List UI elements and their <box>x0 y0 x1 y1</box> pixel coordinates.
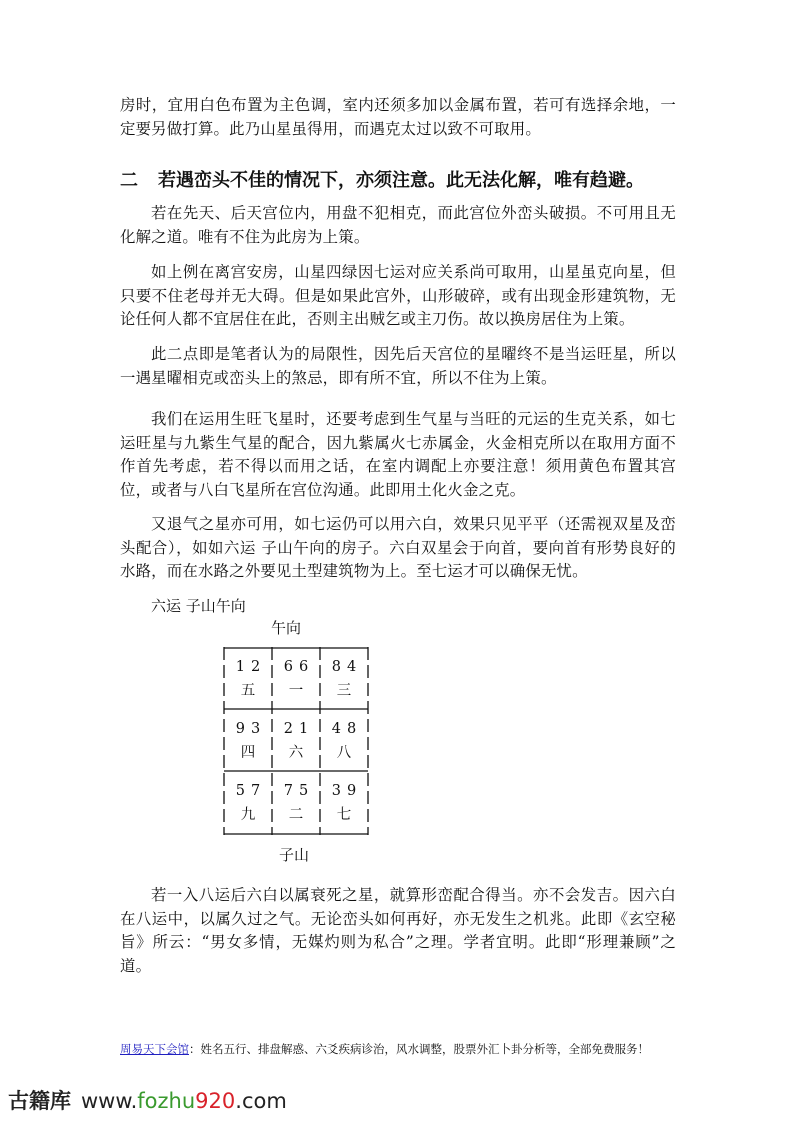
cell-palace: 八 <box>336 745 352 761</box>
grid-cell-south <box>272 655 320 703</box>
cell-palace: 四 <box>240 745 256 761</box>
cell-palace: 九 <box>240 807 256 823</box>
chart-caption: 六运 子山午向 <box>151 597 246 615</box>
section-heading-text: 若遇峦头不佳的情况下，亦须注意。此无法化解，唯有趋避。 <box>158 170 644 191</box>
grid-cell-east <box>224 717 272 765</box>
cell-palace: 六 <box>288 745 304 761</box>
watermark-url-green: fozhu <box>137 1089 196 1113</box>
watermark-url-red: 920 <box>195 1089 236 1113</box>
cell-palace: 七 <box>336 807 352 823</box>
grid-cell-southwest <box>320 655 368 703</box>
cell-palace: 一 <box>288 683 304 699</box>
footer-link[interactable]: 周易天下会馆 <box>120 1042 189 1056</box>
watermark-url-prefix: www. <box>81 1089 138 1113</box>
grid-cell-center <box>272 717 320 765</box>
grid-cell-north <box>272 779 320 827</box>
grid-cell-west <box>320 717 368 765</box>
paragraph: 又退气之星亦可用，如七运仍可以用六白，效果只见平平（还需视双星及峦头配合），如如六运 子山午向的房子。六白双星会于向首，要向首有形势良好的水路，而在水路之外要见土型建筑物为上。至七运才可以确保无忧。 <box>120 515 676 580</box>
paragraph: 如上例在离宫安房，山星四绿因七运对应关系尚可取用，山星虽克向星，但只要不住老母并无大碍。但是如果此宫外，山形破碎，或有出现金形建筑物，无论任何人都不宜居住在此，否则主出贼乞或主刀伤。故以换房居住为上策。 <box>120 263 676 328</box>
cell-stars: 12 <box>235 659 267 675</box>
paragraph: 若一入八运后六白以属衰死之星，就算形峦配合得当。亦不会发吉。因六白在八运中，以属久过之气。无论峦头如何再好，亦无发生之机兆。此即《玄空秘旨》所云：“男女多情，无媒灼则为私合”之理。学者宜明。此即“形理兼顾”之道。 <box>120 886 676 975</box>
paragraph: 若在先天、后天宫位内，用盘不犯相克，而此宫位外峦头破损。不可用且无化解之道。唯有不住为此房为上策。 <box>120 204 676 246</box>
chart-bottom-label: 子山 <box>279 846 310 864</box>
watermark-url-suffix: .com <box>235 1089 287 1113</box>
cell-stars: 39 <box>331 783 363 799</box>
cell-palace: 三 <box>336 683 352 699</box>
cell-stars: 48 <box>331 721 363 737</box>
section-number: 二 <box>120 170 138 191</box>
flying-star-grid <box>223 647 369 835</box>
cell-stars: 75 <box>283 783 315 799</box>
paragraph-continuation: 房时，宜用白色布置为主色调，室内还须多加以金属布置，若可有选择余地，一定要另做打算。此乃山星虽得用，而遇克太过以致不可取用。 <box>120 96 676 138</box>
watermark <box>8 1088 287 1114</box>
cell-stars: 21 <box>283 721 315 737</box>
cell-stars: 57 <box>235 783 267 799</box>
cell-stars: 84 <box>331 659 363 675</box>
cell-palace: 二 <box>288 807 304 823</box>
grid-cell-northwest <box>320 779 368 827</box>
chart-top-label: 午向 <box>271 619 302 637</box>
grid-cell-northeast <box>224 779 272 827</box>
paragraph: 我们在运用生旺飞星时，还要考虑到生气星与当旺的元运的生克关系，如七运旺星与九紫生气星的配合，因九紫属火七赤属金，火金相克所以在取用方面不作首先考虑，若不得以而用之话，在室内调配上亦要注意！须用黄色布置其宫位，或者与八白飞星所在宫位沟通。此即用土化火金之克。 <box>120 410 676 499</box>
paragraph: 此二点即是笔者认为的局限性，因先后天宫位的星曜终不是当运旺星，所以一遇星曜相克或峦头上的煞忌，即有所不宜，所以不住为上策。 <box>120 345 676 387</box>
footer-text: ：姓名五行、排盘解惑、六爻疾病诊治，风水调整，股票外汇卜卦分析等，全部免费服务！ <box>189 1042 649 1056</box>
footer <box>120 1042 649 1056</box>
section-heading <box>120 168 700 194</box>
grid-cell-southeast <box>224 655 272 703</box>
cell-palace: 五 <box>240 683 256 699</box>
cell-stars: 93 <box>235 721 267 737</box>
watermark-brand: 古籍库 <box>8 1089 71 1113</box>
cell-stars: 66 <box>283 659 315 675</box>
